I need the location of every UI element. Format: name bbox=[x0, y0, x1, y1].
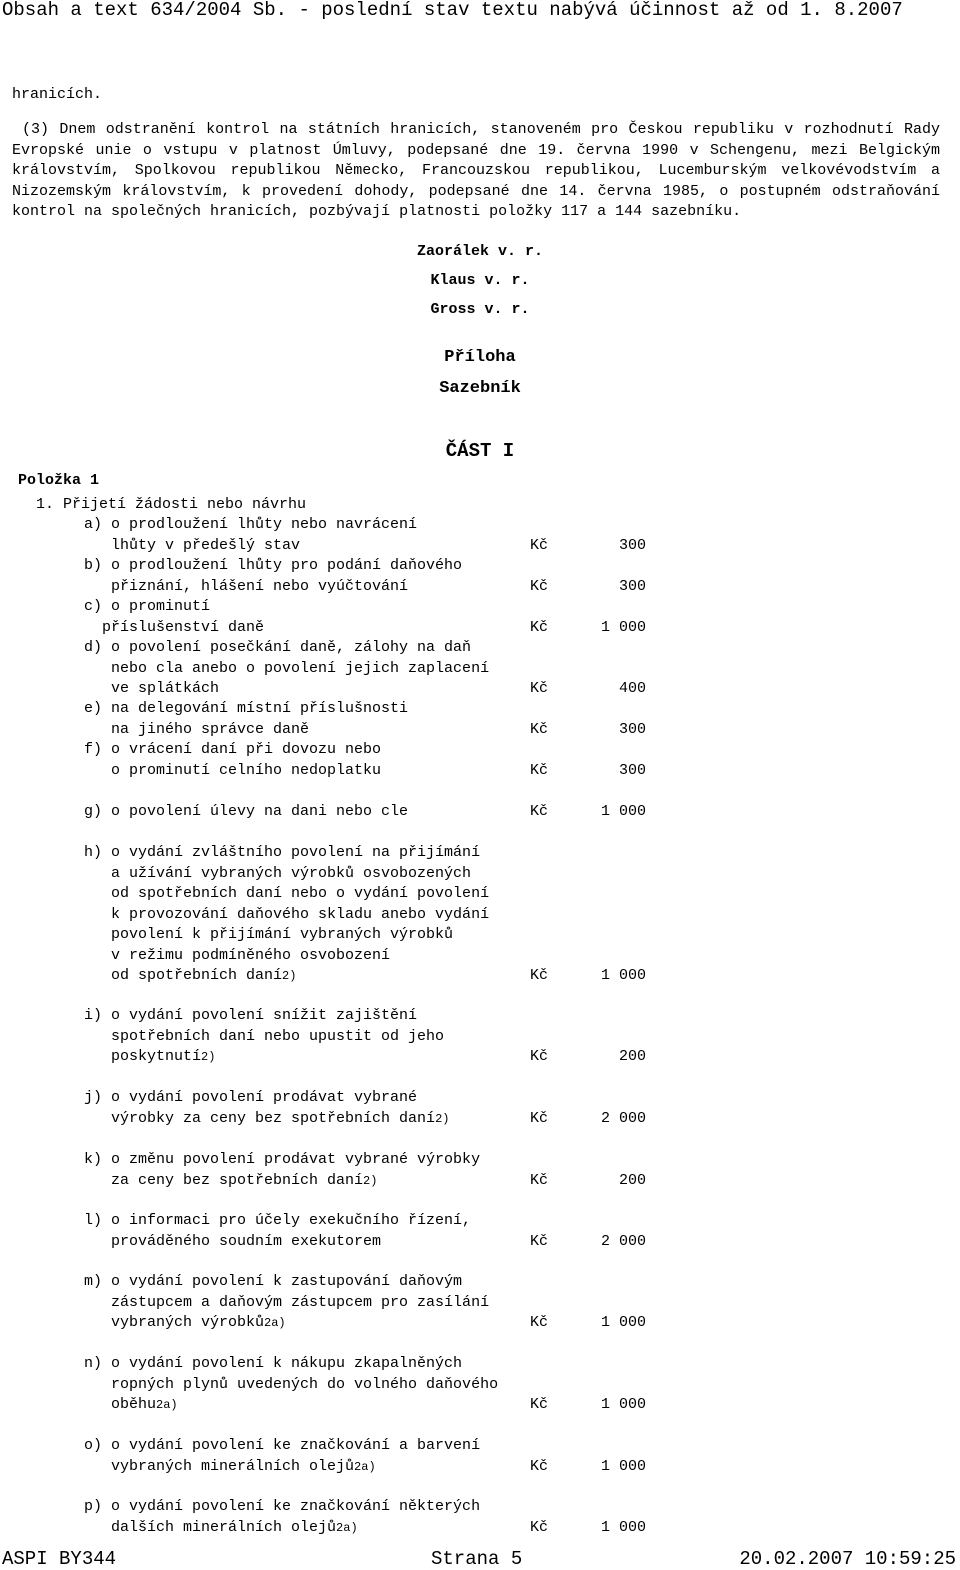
entry-text: poskytnutí bbox=[84, 1048, 202, 1065]
currency-label: Kč bbox=[530, 967, 549, 984]
currency-label: Kč bbox=[530, 618, 549, 636]
entry-line bbox=[84, 1006, 417, 1027]
footnote-ref: 2a) bbox=[156, 1398, 178, 1412]
entry-line bbox=[84, 1171, 377, 1192]
entry-text: b) o prodloužení lhůty pro podání daňového bbox=[84, 557, 463, 574]
footnote-ref: 2a) bbox=[354, 1459, 376, 1474]
paragraph-3: (3) Dnem odstranění kontrol na státních hranicích, stanoveném pro Českou republiku v rozhodnutí Rady Evropské unie o vstupu v platnost Úmluvy, podepsané dne 19. června 1990 v Schengenu, mezi Belgickým královstvím, Spolkovou republikou Německo, Francouzskou republikou, Lucemburským velkovévodstvím a Nizozemským královstvím, k provedení dohody, podepsané dne 14. června 1985, o postupném odstraňování kontrol na společných hranicích, pozbývají platnosti položky 117 a 144 sazebníku. bbox=[12, 121, 940, 220]
entry-line bbox=[84, 1293, 489, 1314]
footnote-ref: 2) bbox=[201, 1050, 216, 1064]
entry-text: i) o vydání povolení snížit zajištění bbox=[84, 1007, 418, 1024]
entry-line bbox=[84, 1375, 498, 1396]
currency-label: Kč bbox=[530, 680, 549, 697]
fee-amount: 200 bbox=[618, 1048, 646, 1065]
entry-line bbox=[84, 1436, 480, 1457]
entry-text: ve splátkách bbox=[84, 680, 220, 697]
entry-line bbox=[84, 925, 453, 946]
entry-line bbox=[84, 556, 462, 577]
entry-text: g) o povolení úlevy na dani nebo cle bbox=[84, 803, 409, 820]
footnote-ref: 2) bbox=[282, 969, 297, 983]
currency-label: Kč bbox=[530, 1457, 549, 1475]
footer-page: Strana 5 bbox=[431, 1548, 523, 1570]
currency-label: Kč bbox=[530, 1171, 549, 1189]
fee-amount: 1 000 bbox=[600, 803, 646, 820]
entry-line bbox=[84, 1232, 381, 1253]
entry-text: p) o vydání povolení ke značkování některých bbox=[84, 1498, 481, 1515]
currency-label: Kč bbox=[530, 761, 549, 779]
item-heading: Položka 1 bbox=[18, 472, 100, 489]
fee-amount: 300 bbox=[618, 577, 646, 595]
fee-amount: 300 bbox=[618, 720, 646, 738]
entry-line bbox=[84, 597, 210, 618]
entry-text: výrobky za ceny bez spotřebních daní bbox=[84, 1109, 436, 1127]
document-title: Obsah a text 634/2004 Sb. - poslední stav textu nabývá účinnost až od 1. 8.2007 bbox=[2, 0, 903, 21]
entry-text: m) o vydání povolení k zastupování daňovým bbox=[84, 1273, 463, 1290]
footnote-ref: 2a) bbox=[264, 1316, 286, 1330]
footnote-ref: 2a) bbox=[336, 1520, 358, 1535]
entry-text: příslušenství daně bbox=[84, 618, 265, 636]
entry-line bbox=[84, 1313, 286, 1334]
fee-amount: 1 000 bbox=[600, 1396, 646, 1413]
entry-text: nebo cla anebo o povolení jejich zaplacení bbox=[84, 659, 490, 677]
entry-text: povolení k přijímání vybraných výrobků bbox=[84, 926, 454, 943]
currency-label: Kč bbox=[530, 1109, 549, 1127]
footnote-ref: 2) bbox=[435, 1111, 450, 1126]
footnote-ref: 2) bbox=[363, 1173, 378, 1188]
fragment-text: hranicích. bbox=[12, 86, 103, 103]
entry-line bbox=[84, 638, 471, 659]
entry-line bbox=[84, 1109, 449, 1130]
currency-label: Kč bbox=[530, 720, 549, 738]
entry-line bbox=[84, 843, 480, 864]
entry-line bbox=[84, 515, 417, 536]
entry-text: ropných plynů uvedených do volného daňového bbox=[84, 1375, 499, 1393]
entry-line bbox=[84, 1211, 471, 1232]
entry-line bbox=[84, 536, 300, 557]
entry-text: k provozování daňového skladu anebo vydání bbox=[84, 905, 490, 923]
entry-text: c) o prominutí bbox=[84, 598, 211, 615]
entry-line bbox=[84, 884, 489, 905]
entry-line bbox=[84, 802, 408, 823]
footer-left: ASPI BY344 bbox=[2, 1548, 117, 1570]
entry-line bbox=[84, 577, 408, 598]
entry-text: lhůty v předešlý stav bbox=[84, 536, 301, 554]
fee-amount: 2 000 bbox=[600, 1232, 646, 1250]
entry-line bbox=[84, 1518, 358, 1539]
entry-line bbox=[84, 1150, 480, 1171]
entry-line bbox=[84, 864, 471, 885]
entry-text: za ceny bez spotřebních daní bbox=[84, 1171, 364, 1189]
entry-text: od spotřebních daní nebo o vydání povolení bbox=[84, 885, 490, 902]
entry-line bbox=[84, 905, 489, 926]
currency-label: Kč bbox=[530, 1314, 549, 1331]
entry-line bbox=[84, 1354, 462, 1375]
signature-2: Klaus v. r. bbox=[430, 272, 530, 289]
annex-subtitle: Sazebník bbox=[439, 379, 521, 398]
entry-text: na jiného správce daně bbox=[84, 720, 310, 738]
entry-text: e) na delegování místní příslušnosti bbox=[84, 700, 409, 717]
currency-label: Kč bbox=[530, 536, 549, 554]
entry-line bbox=[84, 740, 381, 761]
fee-amount: 1 000 bbox=[600, 1518, 646, 1536]
entry-line bbox=[84, 966, 296, 987]
currency-label: Kč bbox=[530, 803, 549, 820]
fee-amount: 1 000 bbox=[600, 618, 646, 636]
fee-amount: 2 000 bbox=[600, 1109, 646, 1127]
entry-text: prováděného soudním exekutorem bbox=[84, 1232, 382, 1250]
currency-label: Kč bbox=[530, 1048, 549, 1065]
entry-line bbox=[84, 618, 264, 639]
entry-text: n) o vydání povolení k nákupu zkapalněných bbox=[84, 1355, 463, 1372]
fee-amount: 1 000 bbox=[600, 1457, 646, 1475]
entry-line bbox=[84, 1272, 462, 1293]
entry-line bbox=[84, 1047, 215, 1068]
entry-text: k) o změnu povolení prodávat vybrané výrobky bbox=[84, 1151, 481, 1168]
entry-text: v režimu podmíněného osvobození bbox=[84, 946, 391, 964]
entry-text: l) o informaci pro účely exekučního řízení, bbox=[84, 1212, 472, 1229]
entry-text: j) o vydání povolení prodávat vybrané bbox=[84, 1089, 418, 1106]
fee-amount: 300 bbox=[618, 761, 646, 779]
entry-text: f) o vrácení daní při dovozu nebo bbox=[84, 741, 382, 758]
currency-label: Kč bbox=[530, 1518, 549, 1536]
currency-label: Kč bbox=[530, 1396, 549, 1413]
fee-amount: 300 bbox=[618, 536, 646, 554]
entry-text: a užívání vybraných výrobků osvobozených bbox=[84, 864, 472, 882]
entry-text: dalších minerálních olejů bbox=[84, 1518, 337, 1536]
entry-text: přiznání, hlášení nebo vyúčtování bbox=[84, 577, 409, 595]
entry-text: zástupcem a daňovým zástupcem pro zasílání bbox=[84, 1293, 490, 1311]
entry-text: spotřebních daní nebo upustit od jeho bbox=[84, 1027, 445, 1045]
entry-line bbox=[84, 659, 489, 680]
entry-line bbox=[84, 720, 309, 741]
entry-line bbox=[84, 699, 408, 720]
footer-timestamp: 20.02.2007 10:59:25 bbox=[739, 1548, 956, 1570]
entry-line bbox=[84, 1395, 178, 1416]
fee-amount: 1 000 bbox=[600, 967, 646, 984]
currency-label: Kč bbox=[530, 1232, 549, 1250]
annex-title: Příloha bbox=[444, 348, 516, 367]
entry-text: h) o vydání zvláštního povolení na přijímání bbox=[84, 844, 481, 861]
entry-text: oběhu bbox=[84, 1396, 157, 1413]
item-intro: 1. Přijetí žádosti nebo návrhu bbox=[36, 496, 307, 513]
entry-text: o prominutí celního nedoplatku bbox=[84, 761, 382, 779]
currency-label: Kč bbox=[530, 577, 549, 595]
entry-line bbox=[84, 1088, 417, 1109]
signature-1: Zaorálek v. r. bbox=[416, 243, 544, 260]
entry-text: d) o povolení posečkání daně, zálohy na daň bbox=[84, 639, 472, 656]
entry-text: vybraných výrobků bbox=[84, 1314, 265, 1331]
fee-amount: 1 000 bbox=[600, 1314, 646, 1331]
entry-line bbox=[84, 761, 381, 782]
entry-text: vybraných minerálních olejů bbox=[84, 1457, 355, 1475]
entry-line bbox=[84, 1457, 376, 1478]
entry-line bbox=[84, 1497, 480, 1518]
fee-amount: 200 bbox=[618, 1171, 646, 1189]
entry-text: a) o prodloužení lhůty nebo navrácení bbox=[84, 516, 418, 533]
entry-text: od spotřebních daní bbox=[84, 967, 283, 984]
entry-line bbox=[84, 946, 390, 967]
fee-amount: 400 bbox=[618, 680, 646, 697]
entry-text: o) o vydání povolení ke značkování a barvení bbox=[84, 1437, 481, 1454]
signature-3: Gross v. r. bbox=[430, 301, 530, 318]
entry-line bbox=[84, 679, 219, 700]
entry-line bbox=[84, 1027, 444, 1048]
part-heading: ČÁST I bbox=[445, 440, 515, 462]
